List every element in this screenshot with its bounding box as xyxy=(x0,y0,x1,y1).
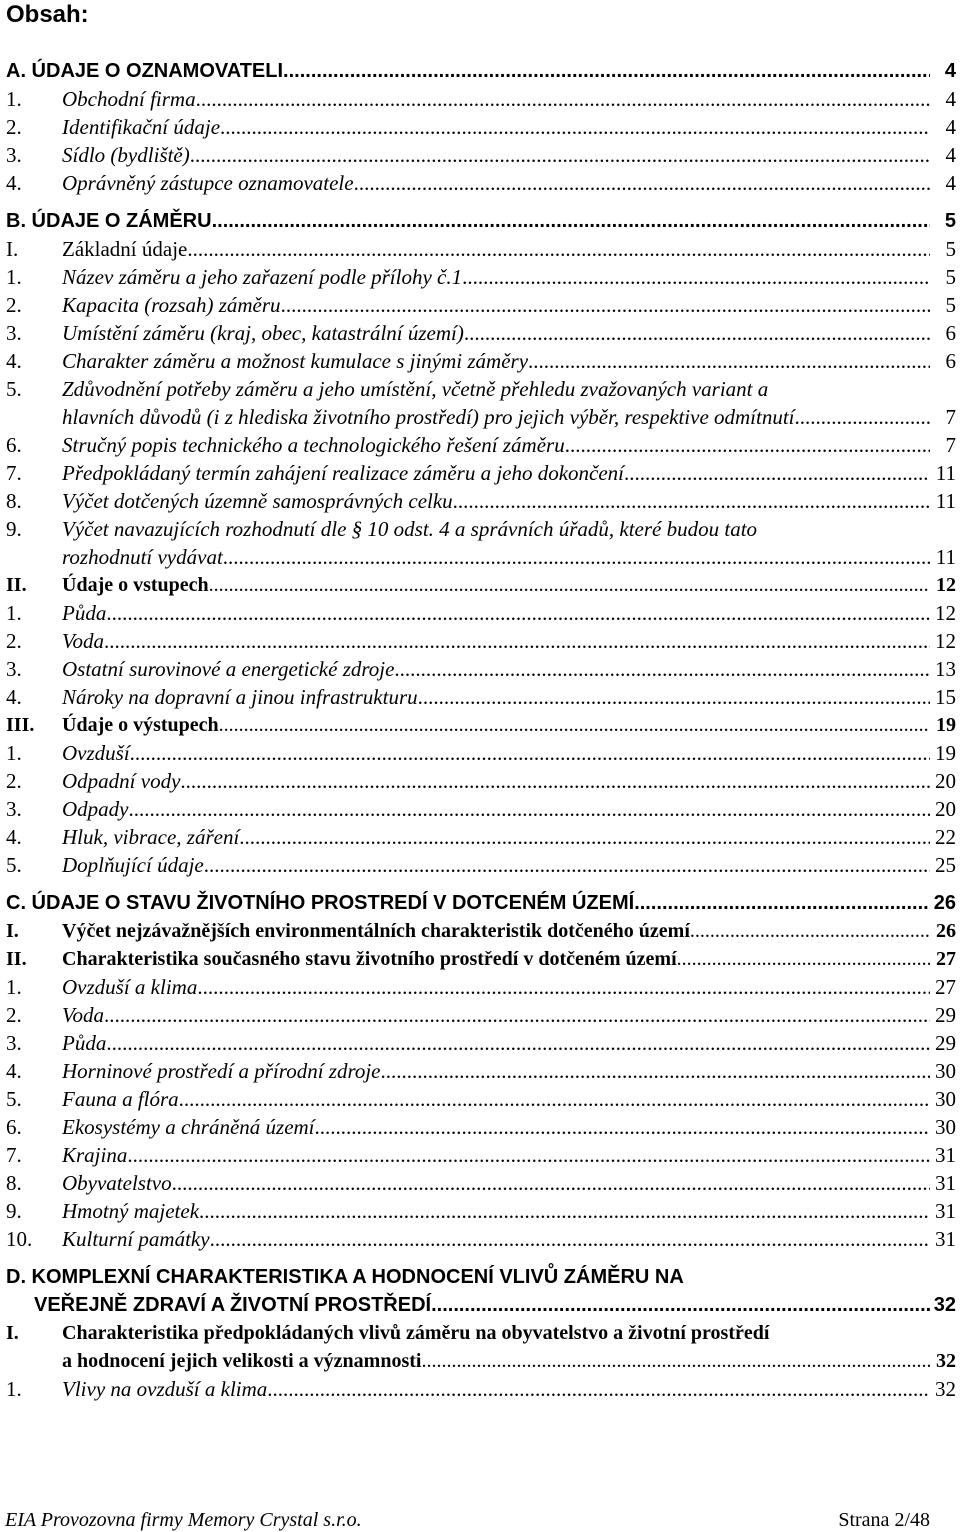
toc-entry-number: 8. xyxy=(6,1171,22,1195)
toc-entry-title-line: Výčet navazujících rozhodnutí dle § 10 odst. 4 a správních úřadů, které budou tato xyxy=(62,517,758,541)
toc-entry-number: 3. xyxy=(6,797,22,821)
toc-entry-page: 29 xyxy=(935,1031,956,1055)
toc-entry-page: 4 xyxy=(944,60,956,82)
toc-entry-title: Předpokládaný termín zahájení realizace záměru a jeho dokončení ..... xyxy=(62,459,930,487)
toc-entry-title: Voda ..... xyxy=(62,627,930,655)
toc-entry[interactable] xyxy=(6,1319,960,1375)
toc-entry-number: 4. xyxy=(6,1059,22,1083)
toc-entry-number: 4. xyxy=(6,349,22,373)
toc-entry-number: 1. xyxy=(6,265,22,289)
toc-entry[interactable] xyxy=(6,973,960,1001)
toc-entry-page: 31 xyxy=(935,1143,956,1167)
toc-entry-number: I. xyxy=(6,920,19,942)
toc-entry-number: 9. xyxy=(6,1199,22,1223)
toc-entry[interactable] xyxy=(6,655,960,683)
toc-entry-page: 30 xyxy=(935,1059,956,1083)
toc-entry-title: Ostatní surovinové a energetické zdroje ..... xyxy=(62,655,930,683)
toc-entry-page: 31 xyxy=(935,1199,956,1223)
toc-entry-title: Výčet dotčených územně samosprávných celku ..... xyxy=(62,487,930,515)
toc-entry[interactable] xyxy=(6,1001,960,1029)
toc-entry-page: 11 xyxy=(935,545,956,569)
toc-entry-title: Horninové prostředí a přírodní zdroje ..... xyxy=(62,1057,930,1085)
toc-entry-number: II. xyxy=(6,574,27,596)
toc-entry-title: Ekosystémy a chráněná území ..... xyxy=(62,1113,930,1141)
toc-entry-number: 4. xyxy=(6,171,22,195)
toc-entry-number: 2. xyxy=(6,1003,22,1027)
toc-entry-page: 32 xyxy=(933,1294,956,1316)
toc-entry-title: C. ÚDAJE O STAVU ŽIVOTNÍHO PROSTREDÍ V DOTCENÉM ÚZEMÍ ..... xyxy=(6,889,930,917)
toc-entry-number: 2. xyxy=(6,115,22,139)
toc-entry-title: Kapacita (rozsah) záměru ..... xyxy=(62,291,930,319)
toc-entry-page: 20 xyxy=(935,797,956,821)
toc-entry[interactable] xyxy=(6,459,960,487)
toc-entry-title: VEŘEJNĚ ZDRAVÍ A ŽIVOTNÍ PROSTŘEDÍ ..... xyxy=(34,1291,930,1319)
toc-entry[interactable] xyxy=(6,57,960,85)
toc-entry[interactable] xyxy=(6,113,960,141)
toc-entry-page: 26 xyxy=(936,920,956,942)
toc-entry-number: 4. xyxy=(6,685,22,709)
toc-entry-number: 3. xyxy=(6,657,22,681)
toc-entry-number: 1. xyxy=(6,1377,22,1401)
toc-entry[interactable] xyxy=(6,1225,960,1253)
toc-entry-title: Voda ..... xyxy=(62,1001,930,1029)
toc-entry-title: B. ÚDAJE O ZÁMĚRU ..... xyxy=(6,207,930,235)
toc-entry-page: 12 xyxy=(935,629,956,653)
toc-entry-number: II. xyxy=(6,948,27,970)
toc-entry-title: Fauna a flóra ..... xyxy=(62,1085,930,1113)
toc-entry[interactable] xyxy=(6,141,960,169)
toc-entry-page: 5 xyxy=(945,237,956,261)
toc-entry-title: Půda ..... xyxy=(62,599,930,627)
toc-entry-title: Sídlo (bydliště) ..... xyxy=(62,141,930,169)
toc-entry-title: Charakter záměru a možnost kumulace s jinými záměry ..... xyxy=(62,347,930,375)
toc-entry-number: 3. xyxy=(6,1031,22,1055)
toc-entry-page: 15 xyxy=(935,685,956,709)
toc-entry[interactable] xyxy=(6,487,960,515)
toc-entry-page: 5 xyxy=(945,265,956,289)
toc-entry-title: rozhodnutí vydávat ..... xyxy=(62,543,930,571)
toc-entry[interactable] xyxy=(6,851,960,879)
toc-entry-title: Oprávněný zástupce oznamovatele ..... xyxy=(62,169,930,197)
toc-entry-number: 1. xyxy=(6,87,22,111)
toc-entry[interactable] xyxy=(6,431,960,459)
toc-entry[interactable] xyxy=(6,1085,960,1113)
toc-entry[interactable] xyxy=(6,375,960,431)
toc-entry-page: 25 xyxy=(935,853,956,877)
toc-entry-page: 6 xyxy=(945,321,956,345)
toc-entry-number: 7. xyxy=(6,1143,22,1167)
toc-entry-title: Charakteristika současného stavu životního prostředí v dotčeném území ..... xyxy=(62,945,930,973)
toc-entry-page: 19 xyxy=(936,714,956,736)
toc-entry-page: 30 xyxy=(935,1115,956,1139)
toc-entry-title: Doplňující údaje ..... xyxy=(62,851,930,879)
toc-entry[interactable] xyxy=(6,739,960,767)
toc-entry[interactable] xyxy=(6,85,960,113)
toc-entry-number: I. xyxy=(6,1322,19,1344)
toc-entry-page: 6 xyxy=(945,349,956,373)
toc-entry-title: Údaje o vstupech ..... xyxy=(62,571,930,599)
toc-entry-page: 27 xyxy=(936,948,956,970)
toc-entry-page: 4 xyxy=(945,115,956,139)
toc-entry-page: 27 xyxy=(935,975,956,999)
toc-entry-title: A. ÚDAJE O OZNAMOVATELI ..... xyxy=(6,57,930,85)
toc-entry[interactable] xyxy=(6,1263,960,1319)
toc-entry-number: 2. xyxy=(6,293,22,317)
toc-entry[interactable] xyxy=(6,263,960,291)
toc-entry-page: 12 xyxy=(935,601,956,625)
toc-entry[interactable] xyxy=(6,1375,960,1403)
toc-entry[interactable] xyxy=(6,711,960,739)
toc-entry-number: 3. xyxy=(6,143,22,167)
toc-entry-number: 5. xyxy=(6,853,22,877)
toc-title: Obsah: xyxy=(6,1,89,28)
toc-entry-page: 4 xyxy=(945,87,956,111)
toc-entry[interactable] xyxy=(6,945,960,973)
toc-entry-title: Obchodní firma ..... xyxy=(62,85,930,113)
toc-entry-number: 8. xyxy=(6,489,22,513)
toc-entry-page: 32 xyxy=(935,1377,956,1401)
toc-entry-number: 2. xyxy=(6,629,22,653)
toc-entry[interactable] xyxy=(6,823,960,851)
toc-entry-number: 3. xyxy=(6,321,22,345)
toc-entry-title: Název záměru a jeho zařazení podle přílohy č.1 ..... xyxy=(62,263,930,291)
toc-entry-title: Nároky na dopravní a jinou infrastrukturu ..... xyxy=(62,683,930,711)
toc-entry-page: 7 xyxy=(945,433,956,457)
toc-entry[interactable] xyxy=(6,291,960,319)
toc-entry-title: Kulturní památky ..... xyxy=(62,1225,930,1253)
toc-entry-title: Hmotný majetek ..... xyxy=(62,1197,930,1225)
toc-entry-title-line: D. KOMPLEXNÍ CHARAKTERISTIKA A HODNOCENÍ VLIVŮ ZÁMĚRU NA xyxy=(6,1266,684,1288)
toc-entry-title: Obyvatelstvo ..... xyxy=(62,1169,930,1197)
toc-entry-title: Identifikační údaje ..... xyxy=(62,113,930,141)
toc-entry-title: Odpadní vody ..... xyxy=(62,767,930,795)
toc-entry[interactable] xyxy=(6,235,960,263)
toc-entry-number: 6. xyxy=(6,1115,22,1139)
toc-entry-title: Ovzduší ..... xyxy=(62,739,930,767)
toc-entry-page: 5 xyxy=(944,210,956,232)
toc-entry-page: 20 xyxy=(935,769,956,793)
footer-company: EIA Provozovna firmy Memory Crystal s.r.o. xyxy=(5,1509,362,1531)
toc-entry-page: 31 xyxy=(935,1227,956,1251)
toc-entry-number: 6. xyxy=(6,433,22,457)
toc-entry-number: 1. xyxy=(6,601,22,625)
toc-entry-title-line: Zdůvodnění potřeby záměru a jeho umístění, včetně přehledu zvažovaných variant a xyxy=(62,377,769,401)
toc-entry-title: Umístění záměru (kraj, obec, katastrální území) ..... xyxy=(62,319,930,347)
table-of-contents xyxy=(6,57,960,1403)
toc-entry[interactable] xyxy=(6,207,960,235)
toc-entry[interactable] xyxy=(6,1057,960,1085)
toc-entry-number: 9. xyxy=(6,517,22,541)
toc-entry-page: 22 xyxy=(935,825,956,849)
toc-entry-page: 30 xyxy=(935,1087,956,1111)
toc-entry-page: 11 xyxy=(935,489,956,513)
toc-entry-title: Půda ..... xyxy=(62,1029,930,1057)
toc-entry-page: 12 xyxy=(936,574,956,596)
toc-entry[interactable] xyxy=(6,917,960,945)
toc-entry[interactable] xyxy=(6,683,960,711)
toc-entry[interactable] xyxy=(6,347,960,375)
toc-entry[interactable] xyxy=(6,767,960,795)
toc-entry[interactable] xyxy=(6,1141,960,1169)
toc-entry-title: Výčet nejzávažnějších environmentálních charakteristik dotčeného území ..... xyxy=(62,917,930,945)
toc-entry-number: 4. xyxy=(6,825,22,849)
toc-entry-number: 7. xyxy=(6,461,22,485)
toc-entry-title: Stručný popis technického a technologického řešení záměru ..... xyxy=(62,431,930,459)
toc-entry-title: Údaje o výstupech ..... xyxy=(62,711,930,739)
toc-entry[interactable] xyxy=(6,169,960,197)
toc-entry-title: Základní údaje ..... xyxy=(62,235,930,263)
toc-entry-title: Odpady ..... xyxy=(62,795,930,823)
toc-entry[interactable] xyxy=(6,319,960,347)
toc-entry-page: 31 xyxy=(935,1171,956,1195)
toc-entry-page: 32 xyxy=(936,1350,956,1372)
toc-entry-page: 13 xyxy=(935,657,956,681)
toc-entry-page: 19 xyxy=(935,741,956,765)
toc-entry-page: 5 xyxy=(945,293,956,317)
toc-entry[interactable] xyxy=(6,1197,960,1225)
toc-entry-title-line: Charakteristika předpokládaných vlivů záměru na obyvatelstvo a životní prostředí xyxy=(62,1322,770,1344)
toc-entry-title: Hluk, vibrace, záření ..... xyxy=(62,823,930,851)
toc-entry-number: 10. xyxy=(6,1227,33,1251)
footer-page-number: Strana 2/48 xyxy=(838,1509,930,1531)
toc-entry-page: 11 xyxy=(935,461,956,485)
toc-entry-title: Krajina ..... xyxy=(62,1141,930,1169)
toc-entry-number: 2. xyxy=(6,769,22,793)
toc-entry-number: 5. xyxy=(6,377,22,401)
toc-entry[interactable] xyxy=(6,627,960,655)
toc-entry-title: a hodnocení jejich velikosti a významnosti ..... xyxy=(62,1347,930,1375)
toc-entry[interactable] xyxy=(6,599,960,627)
toc-entry-page: 26 xyxy=(933,892,956,914)
toc-entry[interactable] xyxy=(6,1169,960,1197)
toc-entry-title: Vlivy na ovzduší a klima ..... xyxy=(62,1375,930,1403)
toc-entry-page: 7 xyxy=(945,405,956,429)
toc-entry[interactable] xyxy=(6,1029,960,1057)
toc-entry-number: 5. xyxy=(6,1087,22,1111)
toc-entry[interactable] xyxy=(6,889,960,917)
toc-entry-number: I. xyxy=(6,237,19,261)
toc-entry[interactable] xyxy=(6,515,960,571)
toc-entry-number: 1. xyxy=(6,741,22,765)
toc-entry[interactable] xyxy=(6,1113,960,1141)
toc-entry-title: Ovzduší a klima ..... xyxy=(62,973,930,1001)
toc-entry-page: 29 xyxy=(935,1003,956,1027)
toc-entry-title: hlavních důvodů (i z hlediska životního prostředí) pro jejich výběr, respektive odmítnutí ..... xyxy=(62,403,930,431)
toc-entry-number: III. xyxy=(6,714,35,736)
toc-entry-page: 4 xyxy=(945,171,956,195)
toc-entry-number: 1. xyxy=(6,975,22,999)
toc-entry[interactable] xyxy=(6,795,960,823)
toc-entry-page: 4 xyxy=(945,143,956,167)
toc-entry[interactable] xyxy=(6,571,960,599)
